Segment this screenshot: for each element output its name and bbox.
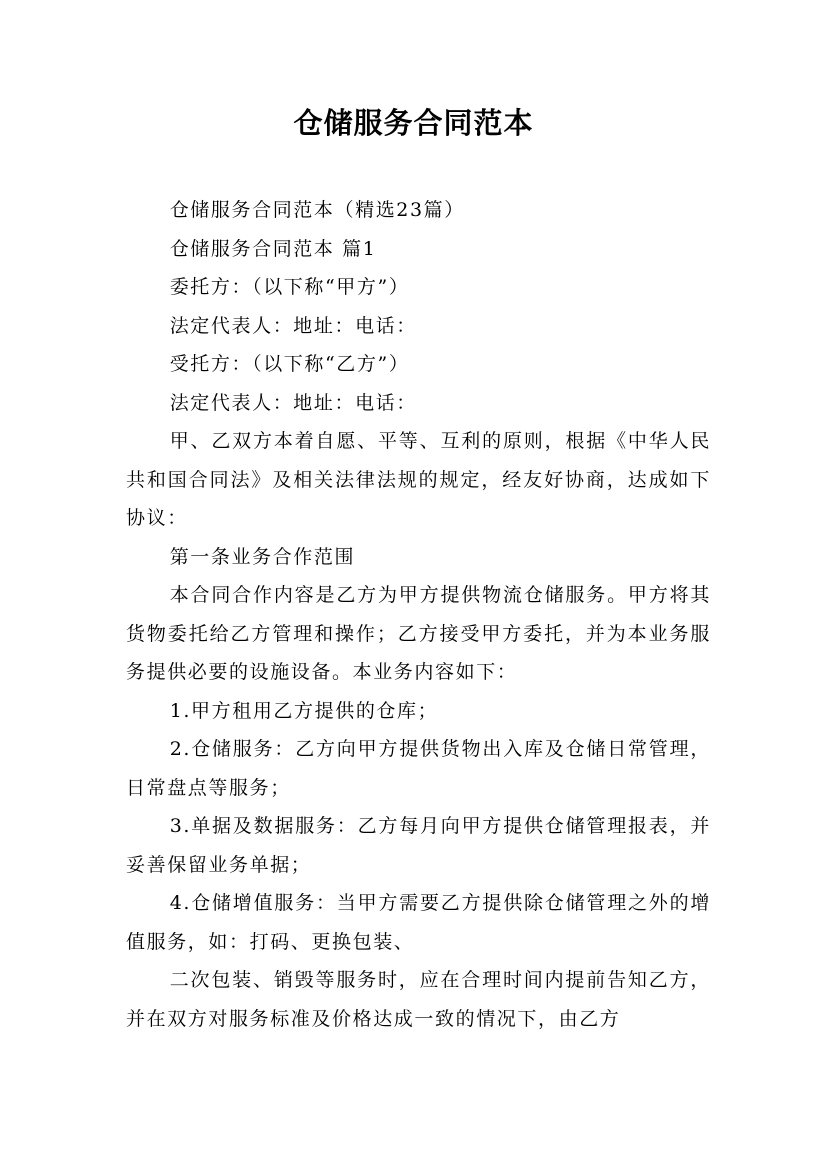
paragraph-contractor: 受托方：（以下称“乙方”） — [169, 353, 410, 375]
paragraph-item-3: 3.单据及数据服务：乙方每月向甲方提供仓储管理报表，并妥善保留业务单据； — [126, 815, 711, 876]
paragraph-item-1: 1.甲方租用乙方提供的仓库； — [169, 699, 439, 722]
paragraph-client-rep: 法定代表人：地址：电话： — [169, 314, 417, 337]
paragraph-contractor-rep: 法定代表人：地址：电话： — [169, 391, 417, 414]
paragraph-item-2: 2.仓储服务：乙方向甲方提供货物出入库及仓储日常管理，日常盘点等服务； — [126, 738, 711, 799]
paragraph-client: 委托方：（以下称“甲方”） — [169, 276, 410, 298]
document-title: 仓储服务合同范本 — [293, 106, 534, 140]
paragraph-item-4-continued: 二次包装、销毁等服务时，应在合理时间内提前告知乙方，并在双方对服务标准及价格达成一致的情况下，由乙方 — [126, 969, 711, 1030]
paragraph-section-label: 仓储服务合同范本 篇1 — [169, 237, 377, 260]
paragraph-item-4: 4.仓储增值服务：当甲方需要乙方提供除仓储管理之外的增值服务，如：打码、更换包装、 — [126, 892, 711, 953]
paragraph-heading: 仓储服务合同范本（精选23篇） — [169, 199, 465, 221]
paragraph-article-1-body: 本合同合作内容是乙方为甲方提供物流仓储服务。甲方将其货物委托给乙方管理和操作；乙方接受甲方委托，并为本业务服务提供必要的设施设备。本业务内容如下： — [126, 584, 711, 683]
paragraph-preamble: 甲、乙双方本着自愿、平等、互利的原则，根据《中华人民共和国合同法》及相关法律法规的规定，经友好协商，达成如下协议： — [126, 430, 711, 529]
paragraph-article-1-title: 第一条业务合作范围 — [169, 545, 356, 568]
document-body — [126, 191, 711, 1038]
